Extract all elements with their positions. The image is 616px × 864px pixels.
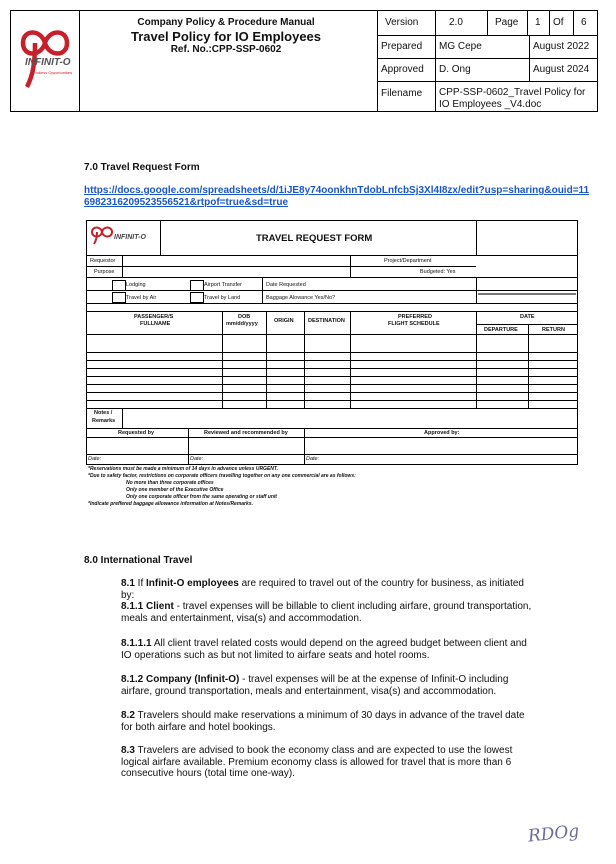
approved-date: August 2024: [533, 64, 590, 75]
col-origin: ORIGIN: [274, 318, 294, 324]
footnote-6: *Indicate preffered baggage allowance information at Notes/Remarks.: [88, 501, 253, 507]
prepared-label: Prepared: [381, 41, 423, 52]
footnote-1: *Reservations must be made a minimum of 14 days in advance unless URGENT.: [88, 466, 278, 472]
col-dob: DOB: [238, 314, 251, 320]
requestor-label: Requestor: [90, 258, 116, 264]
footnote-3: No more than three corporate offices: [126, 480, 214, 486]
footnote-4: Only one member of the Executive Office: [126, 487, 224, 493]
footnote-2: *Due to safety factor, restrictions on corporate officers travelling together on any one commercial are as follows:: [88, 473, 356, 479]
document-header: [10, 10, 598, 112]
date-field-2: Date:: [190, 456, 204, 462]
col-return: RETURN: [542, 327, 565, 333]
lodging-label: Lodging: [126, 282, 146, 288]
version-label: Version: [385, 17, 419, 28]
col-fullname: FULLNAME: [140, 321, 171, 327]
form-title: TRAVEL REQUEST FORM: [256, 233, 373, 244]
travel-form-link[interactable]: [84, 185, 604, 209]
col-passenger: PASSENGER/S: [134, 314, 174, 320]
lodging-checkbox[interactable]: [112, 280, 126, 291]
col-departure: DEPARTURE: [484, 327, 518, 333]
col-flight-schedule: FLIGHT SCHEDULE: [388, 321, 440, 327]
filename-label: Filename: [381, 88, 423, 99]
airport-checkbox[interactable]: [190, 280, 204, 291]
approved-label: Approved: [381, 64, 424, 75]
filename-value: CPP-SSP-0602_Travel Policy for IO Employees _V4.doc: [439, 87, 586, 110]
date-field-1: Date:: [88, 456, 102, 462]
paragraph-8-2: 8.2 Travelers should make reservations a minimum of 30 days in advance of the travel date for both airfare and hotel bookings.: [121, 710, 525, 733]
logo-tagline: Endless Opportunities: [33, 70, 73, 75]
form-logo-icon: [90, 224, 114, 246]
manual-name: Company Policy & Procedure Manual: [137, 17, 315, 28]
paragraph-8-1: 8.1 If Infinit-O employees are required to travel out of the country for business, as initiated by: 8.1.1 Client - travel expenses will be billable to client including airfare, ground transportation, meals and entertainment, visa(s) and accommodation.: [121, 578, 532, 624]
logo-wordmark: INFINIT-O: [25, 57, 71, 68]
page-total: 6: [581, 17, 587, 28]
land-checkbox[interactable]: [190, 292, 204, 303]
prepared-date: August 2022: [533, 41, 590, 52]
date-field-3: Date:: [306, 456, 320, 462]
prepared-by: MG Cepe: [439, 41, 482, 52]
approved-by: D. Ong: [439, 64, 471, 75]
col-destination: DESTINATION: [308, 318, 345, 324]
document-title: Travel Policy for IO Employees: [130, 29, 322, 44]
requested-by-label: Requested by: [118, 430, 155, 436]
of-label: Of: [553, 17, 564, 28]
col-date: DATE: [520, 314, 535, 320]
air-checkbox[interactable]: [112, 292, 126, 303]
reference-number: Ref. No.:CPP-SSP-0602: [170, 44, 282, 55]
travel-air-label: Travel by Air: [126, 295, 157, 301]
approved-by-label: Approved by:: [424, 430, 460, 436]
notes-label: Notes /: [94, 410, 113, 416]
paragraph-8-1-1-1: 8.1.1.1 All client travel related costs would depend on the agreed budget between client and IO operations such as but not limited to airfare seats and hotel rooms.: [121, 638, 527, 661]
project-label: Project/Department: [384, 258, 432, 264]
footnote-5: Only one corporate officer from the same operating or staff unit: [126, 494, 277, 500]
link-line-2[interactable]: 6982316209523556521&rtpof=true&sd=true: [84, 197, 289, 208]
date-requested-label: Date Requested: [266, 282, 306, 288]
col-preferred: PREFERRED: [398, 314, 432, 320]
airport-label: Airport Transfer: [204, 282, 242, 288]
paragraph-8-1-2: 8.1.2 Company (Infinit-O) - travel expenses will be at the expense of Infinit-O including airfare, ground transportation, meals and entertainment, visa(s) and accommodation.: [121, 674, 509, 697]
remarks-label: Remarks: [92, 418, 116, 424]
travel-land-label: Travel by Land: [204, 295, 241, 301]
link-line-1[interactable]: https://docs.google.com/spreadsheets/d/1iJE8y74oonkhnTdobLnfcbSj3Xl4I8zx/edit?usp=sharing&ouid=11: [84, 185, 590, 196]
section-8-title: 8.0 International Travel: [84, 555, 193, 566]
version-value: 2.0: [449, 17, 463, 28]
paragraph-8-3: 8.3 Travelers are advised to book the economy class and are expected to use the lowest logical airfare available. Premium economy class is allowed for travel that is more than 6 consecutive hours (total time one-way).: [121, 745, 513, 779]
section-7-title: 7.0 Travel Request Form: [84, 162, 200, 173]
page-number: 1: [535, 17, 541, 28]
travel-request-form: [86, 220, 578, 520]
handwritten-signature: RDOg: [527, 821, 581, 847]
page-label: Page: [495, 17, 519, 28]
purpose-label: Purpose: [94, 269, 115, 275]
reviewed-by-label: Reviewed and recommended by: [204, 430, 288, 436]
baggage-label: Baggage Alowance Yes/No?: [266, 295, 336, 301]
budgeted-label: Budgeted: Yes: [420, 269, 456, 275]
form-logo-text: INFINIT-O: [114, 234, 146, 241]
col-dob-format: mm/dd/yyyy: [226, 321, 258, 327]
